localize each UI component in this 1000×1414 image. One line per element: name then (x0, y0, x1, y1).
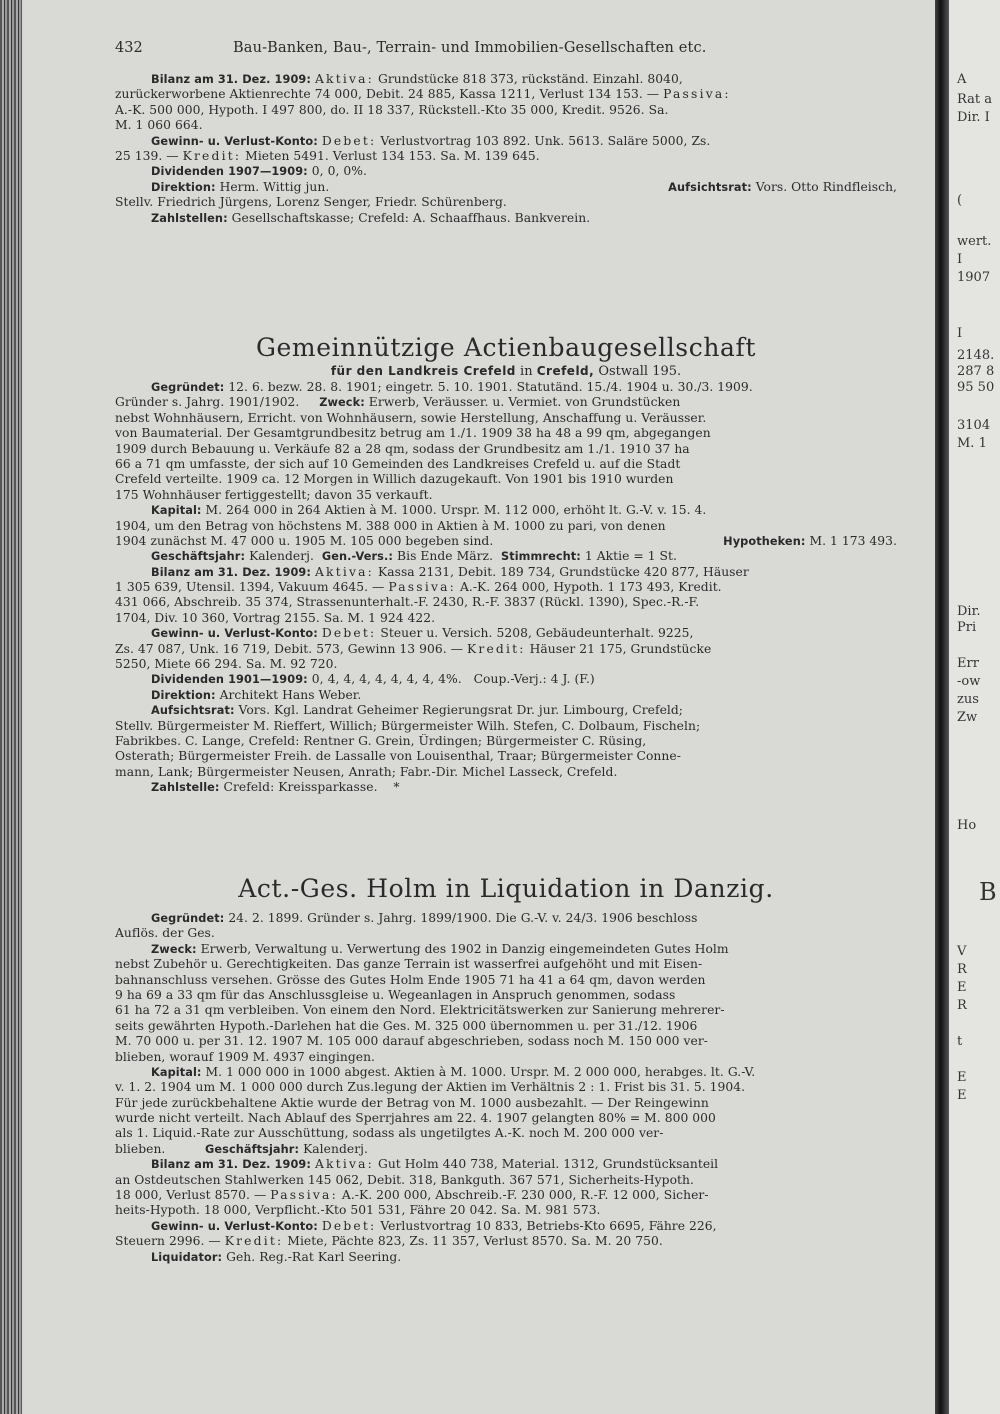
bilanz-text: Kassa 2131, Debit. 189 734, Grundstücke 420 877, Häuser (377, 564, 749, 579)
kapital-text: blieben. (115, 1141, 166, 1156)
aufsichtsrat-line: Stellv. Bürgermeister M. Rieffert, Willich; Bürgermeister Wilh. Stefen, C. Dolbaum, Fischeln; (115, 718, 701, 733)
debet-word: Debet: (321, 133, 377, 148)
fragment-text: I (957, 252, 963, 267)
guv-line (115, 1219, 897, 1234)
guv-line (115, 642, 897, 657)
guv-line (115, 149, 897, 164)
fragment-text: 287 8 (957, 364, 995, 379)
fragment-text: Pri (957, 620, 977, 635)
fragment-text: zus (957, 692, 979, 707)
stimmrecht-label: Stimmrecht: (500, 550, 581, 564)
dividenden-label: Dividenden 1907—1909: (151, 165, 308, 179)
genvers-value: Bis Ende März. (397, 549, 494, 564)
kredit-word: Kredit: (182, 148, 242, 163)
direktion-label: Direktion: (151, 688, 216, 702)
kapital-line: Für jede zurückbehaltene Aktie wurde der Betrag von M. 1000 ausbezahlt. — Der Reingewinn (115, 1095, 709, 1110)
subtitle-in: in (520, 364, 533, 379)
bilanz-line: A.-K. 500 000, Hypoth. I 497 800, do. II 18 337, Rückstell.-Kto 35 000, Kredit. 9526. Sa. (115, 102, 669, 117)
gegruendet-line (115, 911, 897, 926)
fragment-text: I (957, 326, 963, 341)
bilanz-text: 1 305 639, Utensil. 1394, Vakuum 4645. — (115, 580, 385, 595)
dividenden-value: 0, 0, 0%. (311, 164, 367, 179)
bilanz-text: Gut Holm 440 738, Material. 1312, Grundstücksanteil (377, 1157, 719, 1172)
guv-text: Miete, Pächte 823, Zs. 11 357, Verlust 8570. Sa. M. 20 750. (287, 1234, 663, 1249)
zweck-line: nebst Wohnhäusern, Erricht. von Wohnhäusern, sowie Herstellung, Anschaffung u. Veräusser. (115, 410, 707, 425)
fragment-text: t (957, 1034, 963, 1049)
zahlstellen-value: Gesellschaftskasse; Crefeld: A. Schaaffhaus. Bankverein. (231, 210, 591, 225)
gegruendet-label: Gegründet: (151, 912, 225, 925)
fragment-text: Rat a (957, 92, 992, 107)
company-entry-2-body (115, 380, 897, 796)
zweck-label: Zweck: (151, 942, 197, 956)
debet-word: Debet: (321, 1218, 377, 1233)
kredit-word: Kredit: (224, 1234, 284, 1249)
fragment-text: M. 1 (957, 436, 987, 451)
fragment-text: V (957, 944, 967, 959)
guv-text: Steuer u. Versich. 5208, Gebäudeunterhalt. 9225, (380, 626, 694, 641)
kapital-label: Kapital: (151, 1065, 202, 1079)
fragment-text: Err (957, 656, 979, 671)
zweck-text: Erwerb, Veräusser. u. Vermiet. von Grundstücken (368, 395, 681, 410)
bilanz-line (115, 580, 897, 595)
stimmrecht-value: 1 Aktie = 1 St. (584, 549, 677, 564)
fragment-text: Dir. (957, 604, 981, 619)
guv-text: Häuser 21 175, Grundstücke (529, 641, 712, 656)
fragment-text: E (957, 1070, 967, 1085)
kapital-line: 1904, um den Betrag von höchstens M. 388 000 in Aktien à M. 1000 zu pari, von denen (115, 518, 666, 533)
liquidator-value: Geh. Reg.-Rat Karl Seering. (226, 1249, 402, 1264)
subtitle-address: Ostwall 195. (598, 364, 682, 379)
book-gutter (935, 0, 949, 1414)
book-binding-edge (0, 0, 22, 1414)
dividenden-line (115, 164, 897, 179)
zweck-line: 175 Wohnhäuser fertiggestellt; davon 35 verkauft. (115, 487, 433, 502)
fragment-text: 95 50 (957, 380, 995, 395)
bilanz-line (115, 72, 897, 87)
subtitle-city: Crefeld, (536, 364, 595, 378)
kapital-line: wurde nicht verteilt. Nach Ablauf des Sperrjahres am 22. 4. 1907 gelangten 80% = M. 800 000 (115, 1111, 716, 1126)
dividenden-line (115, 672, 897, 687)
fragment-text: wert. (957, 234, 992, 249)
kapital-line (115, 534, 897, 549)
guv-line (115, 626, 897, 641)
fragment-text: B (979, 878, 997, 906)
company-subtitle (115, 363, 897, 380)
bilanz-text: 18 000, Verlust 8570. — (115, 1188, 267, 1203)
aufsichtsrat-line (115, 703, 897, 718)
direktion-value: Architekt Hans Weber. (219, 687, 362, 702)
kapital-line (115, 503, 897, 518)
bilanz-line: heits-Hypoth. 18 000, Verpflicht.-Kto 501 531, Fähre 20 042. Sa. M. 981 573. (115, 1203, 601, 1218)
kapital-text: M. 264 000 in 264 Aktien à M. 1000. Urspr. M. 112 000, erhöht lt. G.-V. v. 15. 4. (205, 503, 707, 518)
bilanz-text: A.-K. 200 000, Abschreib.-F. 230 000, R.-F. 12 000, Sicher- (341, 1188, 709, 1203)
running-title: Bau-Banken, Bau-, Terrain- und Immobilien-Gesellschaften etc. (233, 40, 707, 56)
gegruendet-line: Auflös. der Ges. (115, 926, 215, 941)
zweck-line: 9 ha 69 a 33 qm für das Anschlussgleise u. Wegeanlagen in Anspruch genommen, sodass (115, 987, 676, 1002)
direktion-line (115, 180, 897, 195)
bilanz-label: Bilanz am 31. Dez. 1909: (151, 73, 311, 86)
dividenden-label: Dividenden 1901—1909: (151, 673, 308, 687)
gegruendet-line (115, 380, 897, 395)
guv-text: Verlustvortrag 103 892. Unk. 5613. Saläre 5000, Zs. (380, 133, 711, 148)
zweck-line (115, 942, 897, 957)
zweck-text: Erwerb, Verwaltung u. Verwertung des 1902 in Danzig eingemeindeten Gutes Holm (200, 941, 729, 956)
aufsichtsrat-value: Vors. Otto Rindfleisch, (755, 179, 897, 194)
fragment-text: E (957, 1088, 967, 1103)
direktion-value: Herm. Wittig jun. (219, 179, 330, 194)
bilanz-line: an Ostdeutschen Stahlwerken 145 062, Debit. 318, Bankguth. 367 571, Sicherheits-Hypoth. (115, 1172, 694, 1187)
fragment-text: R (957, 998, 967, 1013)
guv-line: 5250, Miete 66 294. Sa. M. 92 720. (115, 657, 338, 672)
zweck-line: seits gewährten Hypoth.-Darlehen hat die Ges. M. 325 000 übernommen u. per 31./12. 1906 (115, 1018, 698, 1033)
zahlstellen-label: Zahlstellen: (151, 211, 228, 225)
guv-label: Gewinn- u. Verlust-Konto: (151, 1219, 318, 1233)
footnote-asterisk: * (393, 780, 400, 795)
hypotheken-label: Hypotheken: (723, 534, 806, 548)
fragment-text: 1907 (957, 270, 991, 285)
zahlstellen-line (115, 211, 897, 226)
guv-text: Mieten 5491. Verlust 134 153. Sa. M. 139 645. (245, 148, 540, 163)
hypotheken-block (723, 534, 897, 549)
geschaeftsjahr-value: Kalenderj. (249, 549, 314, 564)
debet-word: Debet: (321, 626, 377, 641)
gruender-zweck-line (115, 395, 897, 410)
gegruendet-value: 12. 6. bezw. 28. 8. 1901; eingetr. 5. 10. 1901. Statutänd. 15./4. 1904 u. 30./3. 1909. (228, 380, 753, 394)
fragment-text: ( (957, 193, 963, 208)
geschaeftsjahr-line (115, 549, 897, 564)
company-entry-3-body (115, 911, 897, 1265)
company-title: Gemeinnützige Actienbaugesellschaft (255, 333, 757, 362)
fragment-text: Zw (957, 710, 978, 725)
bilanz-label: Bilanz am 31. Dez. 1909: (151, 1158, 311, 1172)
kapital-line: v. 1. 2. 1904 um M. 1 000 000 durch Zus.legung der Aktien im Verhältnis 2 : 1. Frist bis 31. 5. 1904. (115, 1080, 746, 1095)
guv-label: Gewinn- u. Verlust-Konto: (151, 627, 318, 641)
aufsichtsrat-label: Aufsichtsrat: (151, 704, 235, 718)
hypotheken-value: M. 1 173 493. (809, 533, 897, 548)
bilanz-text: Grundstücke 818 373, rückständ. Einzahl. 8040, (377, 72, 683, 86)
zweck-line: 1909 durch Bebauung u. Verkäufe 82 a 28 qm, sodass der Grundbesitz am 1./1. 1910 37 ha (115, 441, 690, 456)
bilanz-label: Bilanz am 31. Dez. 1909: (151, 565, 311, 579)
zweck-line: bahnanschluss versehen. Grösse des Gutes Holm Ende 1905 71 ha 41 a 64 qm, davon werden (115, 972, 706, 987)
aufsichtsrat-line: Osterath; Bürgermeister Freih. de Lassalle von Louisenthal, Traar; Bürgermeister Conne- (115, 749, 681, 764)
aufsichtsrat-line: Fabrikbes. C. Lange, Crefeld: Rentner G. Grein, Ürdingen; Bürgermeister C. Rüsing, (115, 733, 647, 748)
aufsichtsrat-label: Aufsichtsrat: (668, 180, 752, 194)
kredit-word: Kredit: (466, 641, 526, 656)
geschaeftsjahr-value: Kalenderj. (303, 1141, 368, 1156)
kapital-text: M. 1 000 000 in 1000 abgest. Aktien à M. 1000. Urspr. M. 2 000 000, herabges. lt. G.-V. (205, 1064, 756, 1079)
adjacent-page-fragment (949, 0, 1000, 1414)
kapital-line: als 1. Liquid.-Rate zur Ausschüttung, sodass als ungetilgtes A.-K. noch M. 200 000 ver- (115, 1126, 664, 1141)
gegruendet-label: Gegründet: (151, 381, 225, 394)
direktion-label: Direktion: (151, 180, 216, 194)
guv-line (115, 1234, 897, 1249)
fragment-text: R (957, 962, 967, 977)
bilanz-line (115, 1157, 897, 1172)
zweck-line: 61 ha 72 a 31 qm verbleiben. Von einem den Nord. Elektricitätswerken zur Sanierung mehrerer- (115, 1003, 725, 1018)
guv-line (115, 134, 897, 149)
guv-label: Gewinn- u. Verlust-Konto: (151, 134, 318, 148)
zweck-line: nebst Zubehör u. Gerechtigkeiten. Das ganze Terrain ist wasserfrei aufgehöht und mit Eisen- (115, 957, 703, 972)
bilanz-text: zurückerworbene Aktienrechte 74 000, Debit. 24 885, Kassa 1211, Verlust 134 153. — (115, 87, 660, 102)
kapital-label: Kapital: (151, 504, 202, 518)
company-entry-2 (115, 333, 897, 380)
passiva-word: Passiva: (270, 1188, 338, 1203)
company-entry-3 (115, 874, 897, 904)
guv-text: Steuern 2996. — (115, 1234, 221, 1249)
bilanz-line: 431 066, Abschreib. 35 374, Strassenunterhalt.-F. 2430, R.-F. 3837 (Rückl. 1390), Spec.-R.-F. (115, 595, 700, 610)
gruender-text: Gründer s. Jahrg. 1901/1902. (115, 395, 300, 410)
bilanz-line (115, 1188, 897, 1203)
passiva-word: Passiva: (663, 87, 731, 102)
kapital-text: 1904 zunächst M. 47 000 u. 1905 M. 105 000 begeben sind. (115, 533, 494, 548)
guv-text: 25 139. — (115, 148, 179, 163)
fragment-text: Dir. I (957, 110, 990, 125)
aufsichtsrat-line: mann, Lank; Bürgermeister Neusen, Anrath; Fabr.-Dir. Michel Lasseck, Crefeld. (115, 764, 618, 779)
genvers-label: Gen.-Vers.: (321, 550, 394, 564)
aufsichtsrat-block (668, 180, 897, 195)
bilanz-line (115, 565, 897, 580)
guv-text: Zs. 47 087, Unk. 16 719, Debit. 573, Gewinn 13 906. — (115, 641, 464, 656)
passiva-word: Passiva: (388, 580, 456, 595)
subtitle-district: für den Landkreis Crefeld (330, 364, 516, 378)
aufsichtsrat-line: Stellv. Friedrich Jürgens, Lorenz Senger, Friedr. Schürenberg. (115, 195, 507, 210)
zweck-line: blieben, worauf 1909 M. 4937 eingingen. (115, 1049, 376, 1064)
bilanz-text: A.-K. 264 000, Hypoth. 1 173 493, Kredit. (459, 580, 722, 595)
zweck-line: M. 70 000 u. per 31. 12. 1907 M. 105 000 darauf abgeschrieben, sodass noch M. 150 000 ver- (115, 1034, 708, 1049)
gegruendet-value: 24. 2. 1899. Gründer s. Jahrg. 1899/1900. Die G.-V. v. 24/3. 1906 beschloss (228, 911, 698, 925)
dividenden-value: 0, 4, 4, 4, 4, 4, 4, 4, 4%. (311, 672, 462, 687)
aufsichtsrat-text: Vors. Kgl. Landrat Geheimer Regierungsrat Dr. jur. Limbourg, Crefeld; (238, 703, 683, 718)
bilanz-line: M. 1 060 664. (115, 118, 203, 133)
coupon-text: Coup.-Verj.: 4 J. (F.) (473, 672, 595, 687)
geschaeftsjahr-label: Geschäftsjahr: (151, 550, 246, 564)
fragment-text: A (957, 72, 967, 87)
zweck-line: von Baumaterial. Der Gesamtgrundbesitz betrug am 1./1. 1909 38 ha 48 a 99 qm, abgegangen (115, 426, 711, 441)
fragment-text: Ho (957, 818, 977, 833)
aktiva-word: Aktiva: (314, 1157, 374, 1172)
fragment-text: 3104 (957, 418, 991, 433)
geschaeftsjahr-label: Geschäftsjahr: (205, 1142, 300, 1156)
bilanz-line: 1704, Div. 10 360, Vortrag 2155. Sa. M. 1 924 422. (115, 610, 436, 625)
fragment-text: 2148. (957, 348, 995, 363)
aktiva-word: Aktiva: (314, 564, 374, 579)
fragment-text: -ow (957, 674, 981, 689)
zahlstelle-value: Crefeld: Kreissparkasse. (223, 780, 378, 795)
bilanz-line (115, 87, 897, 102)
company-title: Act.-Ges. Holm in Liquidation in Danzig. (238, 874, 774, 903)
page-number: 432 (115, 40, 143, 56)
direktion-line (115, 688, 897, 703)
liquidator-label: Liquidator: (151, 1250, 223, 1264)
zahlstelle-label: Zahlstelle: (151, 781, 220, 795)
zahlstelle-line (115, 780, 897, 795)
zweck-label: Zweck: (319, 396, 365, 410)
zweck-line: 66 a 71 qm umfasste, der sich auf 10 Gemeinden des Landkreises Crefeld u. auf die Stadt (115, 456, 681, 471)
aktiva-word: Aktiva: (314, 72, 374, 86)
kapital-line (115, 1142, 897, 1157)
kapital-line (115, 1065, 897, 1080)
company-entry-1 (115, 72, 897, 226)
guv-text: Verlustvortrag 10 833, Betriebs-Kto 6695, Fähre 226, (380, 1218, 717, 1233)
zweck-line: Crefeld verteilte. 1909 ca. 12 Morgen in Willich dazugekauft. Von 1901 bis 1910 wurden (115, 472, 674, 487)
liquidator-line (115, 1250, 897, 1265)
fragment-text: E (957, 980, 967, 995)
